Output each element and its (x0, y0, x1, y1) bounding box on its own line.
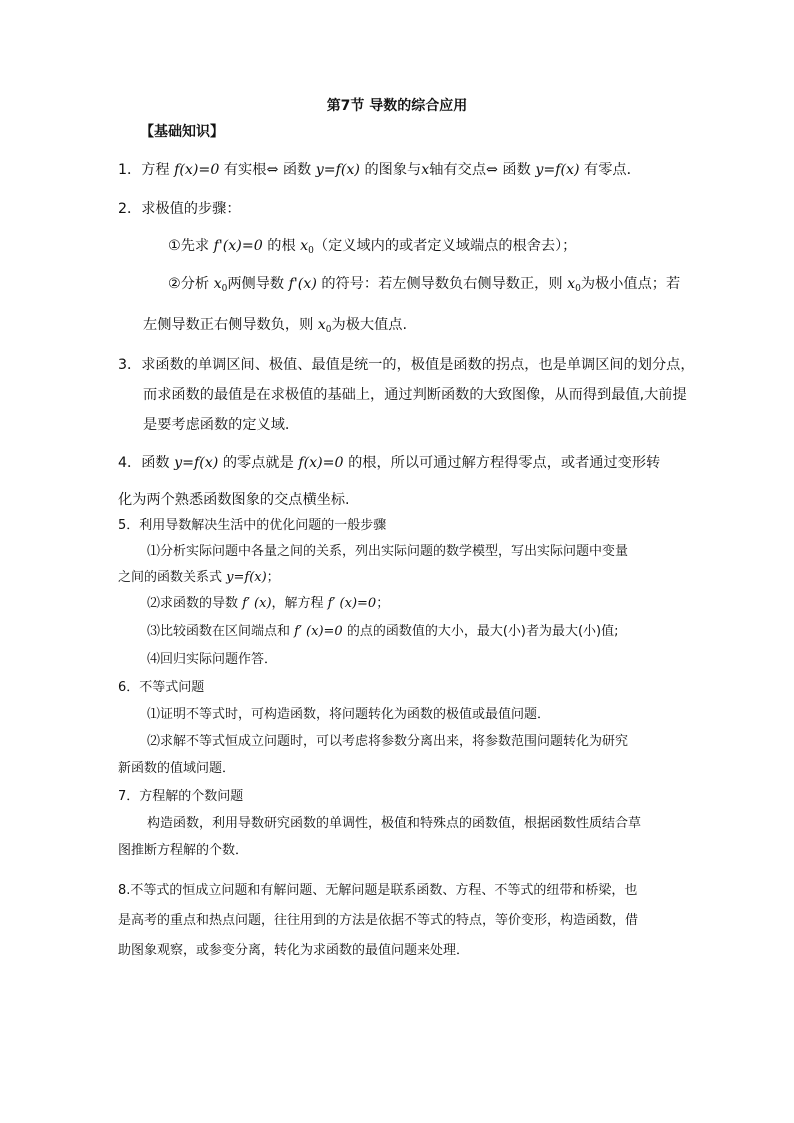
step-2-end: ； (376, 596, 390, 611)
step-1-text-a: ①先求 (168, 238, 214, 254)
item-4-text-c: 的根，所以可通过解方程得零点，或者通过变形转 (343, 455, 661, 471)
item-1-text-d: 的图象与 (359, 162, 422, 178)
item-6-number: 6． (118, 680, 140, 695)
item-7-text: 方程解的个数问题 (139, 789, 244, 804)
item-5-heading (118, 516, 386, 536)
item-1-x-variable: x (421, 162, 430, 178)
step-1-end: ； (266, 570, 280, 585)
item-1-text-g: 有零点． (579, 162, 641, 178)
item-1-text-f: 函数 (497, 162, 536, 178)
item-5-number: 5． (118, 518, 140, 533)
item-3-line-2: 而求函数的最值是在求极值的基础上，通过判断函数的大致图像，从而得到最值,大前提 (143, 387, 687, 403)
step-1-x: x (300, 238, 309, 254)
item-1-number: 1． (118, 162, 142, 178)
step-2-text-a: ⑵求函数的导数 (147, 596, 243, 611)
step-3-equation: f′ (x)=0 (294, 624, 343, 639)
step-2-x: x (213, 276, 222, 292)
item-6-heading (118, 678, 204, 698)
step-3-text-b: 的点的函数值的大小，最大(小)者为最大(小)值; (342, 624, 619, 639)
item-2-step-1 (168, 236, 576, 261)
step-2-text-f: 为极大值点. (331, 317, 407, 333)
item-5-step-1-continued (118, 568, 280, 588)
equivalence-symbol: ⇔ (266, 162, 279, 178)
item-4-line-2: 化为两个熟悉函数图象的交点横坐标. (118, 492, 350, 508)
item-5-step-1: ⑴分析实际问题中各量之间的关系，列出实际问题的数学模型，写出实际问题中变量 (147, 544, 629, 559)
item-7-line-2: 图推断方程解的个数． (118, 843, 249, 858)
item-4-number: 4． (118, 455, 142, 471)
item-1-equation-c: y=f(x) (535, 162, 580, 178)
item-1-text-b: 有实根 (219, 162, 267, 178)
item-2-step-2 (168, 274, 680, 299)
item-1-text-a: 方程 (141, 162, 175, 178)
item-7-number: 7． (118, 789, 140, 804)
item-3-line-3: 是要考虑函数的定义域. (143, 417, 290, 433)
equivalence-symbol: ⇔ (486, 162, 498, 178)
item-2-text: 求极值的步骤： (141, 201, 241, 217)
step-1-text-c: （定义域内的或者定义域端点的根舍去）； (313, 238, 577, 254)
item-4-equation-b: f(x)=0 (298, 455, 344, 471)
item-5-text: 利用导数解决生活中的优化问题的一般步骤 (139, 518, 387, 533)
item-1-equation-b: y=f(x) (315, 162, 360, 178)
item-4-equation-a: y=f(x) (174, 455, 219, 471)
item-3-number: 3． (118, 357, 142, 373)
item-6-step-2: ⑵求解不等式恒成立问题时，可以考虑将参数分离出来，将参数范围问题转化为研究 (147, 734, 629, 749)
step-2-subscript-third: 0 (325, 325, 332, 335)
item-6-text: 不等式问题 (139, 680, 205, 695)
section-heading: 【基础知识】 (140, 124, 224, 140)
item-5-step-2 (147, 594, 389, 614)
step-2-x-second: x (567, 276, 576, 292)
step-2-text-a: ②分析 (168, 276, 214, 292)
step-1-text: 之间的函数关系式 (118, 570, 227, 585)
step-1-function: y=f(x) (226, 570, 267, 585)
item-7-heading (118, 787, 243, 807)
step-2-derivative: f′ (x) (242, 596, 272, 611)
step-1-text-b: 的根 (262, 238, 301, 254)
step-2-equation: f'(x) (288, 276, 317, 292)
step-2-text-c: 的符号：若左侧导数负右侧导数正，则 (316, 276, 568, 292)
step-1-equation: f'(x)=0 (213, 238, 263, 254)
item-1-equation-a: f(x)=0 (174, 162, 220, 178)
item-4-text-b: 的零点就是 (218, 455, 299, 471)
item-4-text-a: 函数 (141, 455, 175, 471)
step-1-subscript: 0 (308, 246, 314, 256)
step-2-text-e: 左侧导数正右侧导数负，则 (143, 317, 318, 333)
item-2-number: 2． (118, 201, 142, 217)
item-2 (118, 199, 241, 219)
item-3-text: 求函数的单调区间、极值、最值是统一的，极值是函数的拐点，也是单调区间的划分点， (141, 357, 695, 373)
step-2-text-b: ，解方程 (271, 596, 328, 611)
step-2-x-third: x (317, 317, 326, 333)
step-2-text-d: 为极小值点；若 (580, 276, 681, 292)
item-2-step-2-continued (143, 315, 407, 340)
item-1-text-c: 函数 (278, 162, 316, 178)
step-2-subscript-second: 0 (575, 284, 581, 294)
step-3-text-a: ⑶比较函数在区间端点和 (147, 624, 295, 639)
step-2-text-b: 两侧导数 (227, 276, 289, 292)
item-5-step-3 (147, 622, 619, 642)
item-3-line-1 (118, 355, 695, 375)
item-6-step-1: ⑴证明不等式时，可构造函数，将问题转化为函数的极值或最值问题． (147, 707, 551, 722)
item-8-line-2: 是高考的重点和热点问题，往往用到的方法是依据不等式的特点，等价变形，构造函数，借 (118, 913, 639, 928)
item-7-line-1: 构造函数，利用导数研究函数的单调性，极值和特殊点的函数值，根据函数性质结合草 (147, 816, 642, 831)
step-2-subscript: 0 (221, 284, 228, 294)
item-8-line-3: 助图象观察，或参变分离，转化为求函数的最值问题来处理． (118, 943, 470, 958)
item-1-text-e: 轴有交点 (429, 162, 487, 178)
page-title: 第7节 导数的综合应用 (326, 98, 468, 114)
item-4-line-1 (118, 453, 660, 473)
step-2-equation: f′ (x)=0 (327, 596, 377, 611)
item-1 (118, 160, 641, 180)
item-5-step-4: ⑷回归实际问题作答． (147, 652, 278, 667)
item-6-step-2-continued: 新函数的值域问题． (118, 761, 236, 776)
item-8-line-1: 8.不等式的恒成立问题和有解问题、无解问题是联系函数、方程、不等式的纽带和桥梁，也 (118, 883, 638, 898)
